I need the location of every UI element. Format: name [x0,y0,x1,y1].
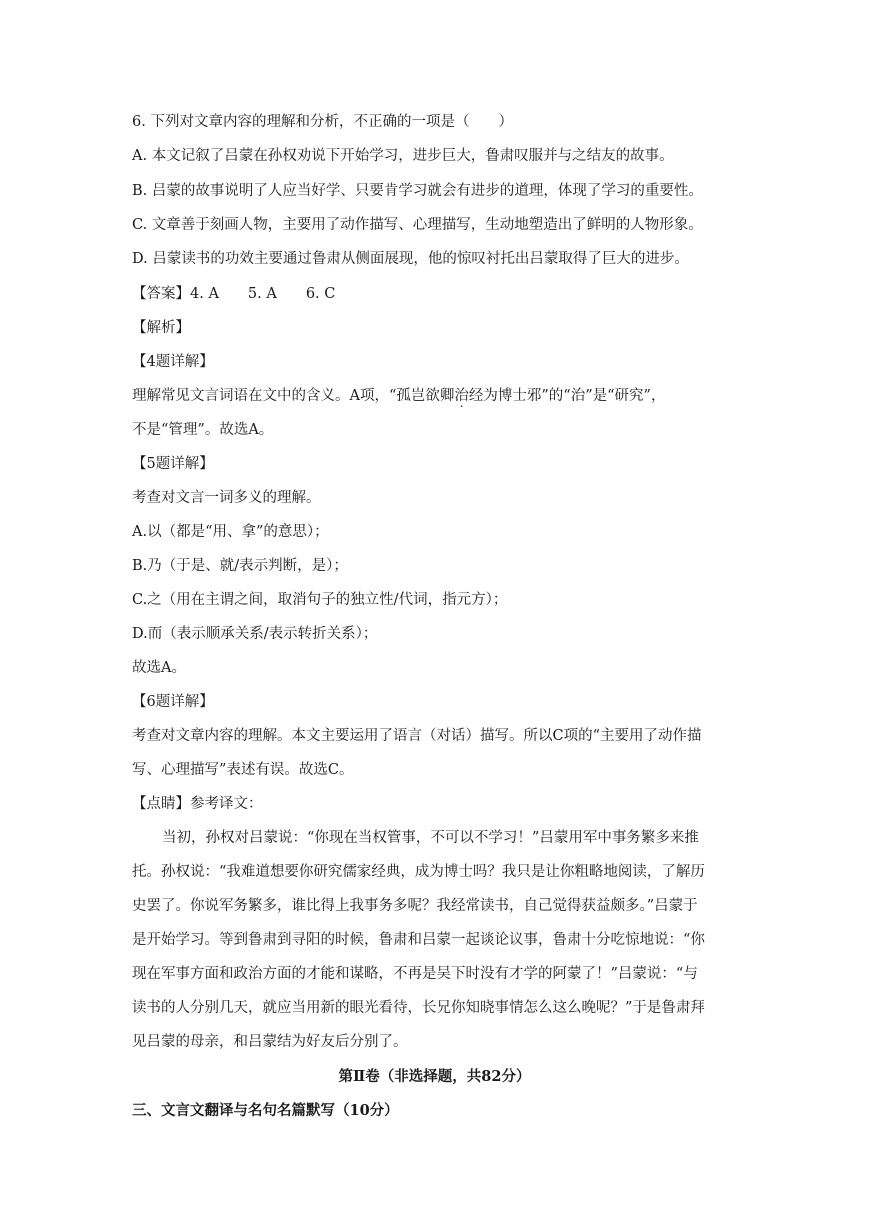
q5-line-6: 故选A。 [132,660,186,676]
part-2-title: 第Ⅱ卷（非选择题，共82分） [338,1068,531,1085]
q4-line-1 [132,386,665,406]
note-label: 【点睛】参考译文： [132,796,263,812]
translation-line-5: 现在军事方面和政治方面的才能和谋略，不再是吴下时没有才学的阿蒙了！”吕蒙说：“与 [132,966,698,982]
q5-line-4: C.之（用在主谓之间，取消句子的独立性/代词，指元方）； [132,592,508,608]
translation-line-6: 读书的人分别几天，就应当用新的眼光看待，长兄你知晓事情怎么这么晚呢？”于是鲁肃拜 [132,1000,705,1016]
option-c: C. 文章善于刻画人物，主要用了动作描写、心理描写，生动地塑造出了鲜明的人物形象。 [132,217,703,233]
q6-title: 【6题详解】 [132,694,214,710]
q4-line-2: 不是“管理”。故选A。 [132,422,274,438]
option-b: B. 吕蒙的故事说明了人应当好学、只要肯学习就会有进步的道理，体现了学习的重要性。 [132,183,703,199]
answer-line: 【答案】4. A 5. A 6. C [132,286,336,302]
q4-title: 【4题详解】 [132,354,214,370]
option-d: D. 吕蒙读书的功效主要通过鲁肃从侧面展现，他的惊叹衬托出吕蒙取得了巨大的进步。 [132,251,689,267]
translation-line-4: 是开始学习。等到鲁肃到寻阳的时候，鲁肃和吕蒙一起谈论议事，鲁肃十分吃惊地说：“你 [132,932,705,948]
q5-line-3: B.乃（于是、就/表示判断，是）； [132,558,348,574]
analysis-label: 【解析】 [132,320,190,336]
q5-line-1: 考查对文言一词多义的理解。 [132,490,321,506]
q5-line-5: D.而（表示顺承关系/表示转折关系）； [132,626,378,642]
question-6-stem: 6. 下列对文章内容的理解和分析，不正确的一项是（ ） [132,114,513,130]
translation-line-7: 见吕蒙的母亲，和吕蒙结为好友后分别了。 [132,1034,408,1050]
q6-line-2: 写、心理描写”表述有误。故选C。 [132,762,354,778]
translation-line-1: 当初，孙权对吕蒙说：“你现在当权管事，不可以不学习！”吕蒙用军中事务繁多来推 [162,830,699,846]
option-a: A. 本文记叙了吕蒙在孙权劝说下开始学习，进步巨大，鲁肃叹服并与之结友的故事。 [132,148,674,164]
q5-title: 【5题详解】 [132,456,214,472]
emphasis-char: 治 [454,388,469,404]
q4-line-1-pre: 理解常见文言词语在文中的含义。A项，“孤岂欲卿 [132,388,455,404]
section-3-title: 三、文言文翻译与名句名篇默写（10分） [132,1102,399,1119]
q6-line-1: 考查对文章内容的理解。本文主要运用了语言（对话）描写。所以C项的“主要用了动作描 [132,728,702,744]
q4-line-1-post: 经为博士邪”的“治”是“研究”， [468,388,666,404]
translation-line-2: 托。孙权说：“我难道想要你研究儒家经典，成为博士吗？我只是让你粗略地阅读，了解历 [132,864,705,880]
translation-line-3: 史罢了。你说军务繁多，谁比得上我事务多呢？我经常读书，自己觉得获益颇多。”吕蒙于 [132,898,698,914]
q5-line-2: A.以（都是“用、拿”的意思）； [132,524,329,540]
